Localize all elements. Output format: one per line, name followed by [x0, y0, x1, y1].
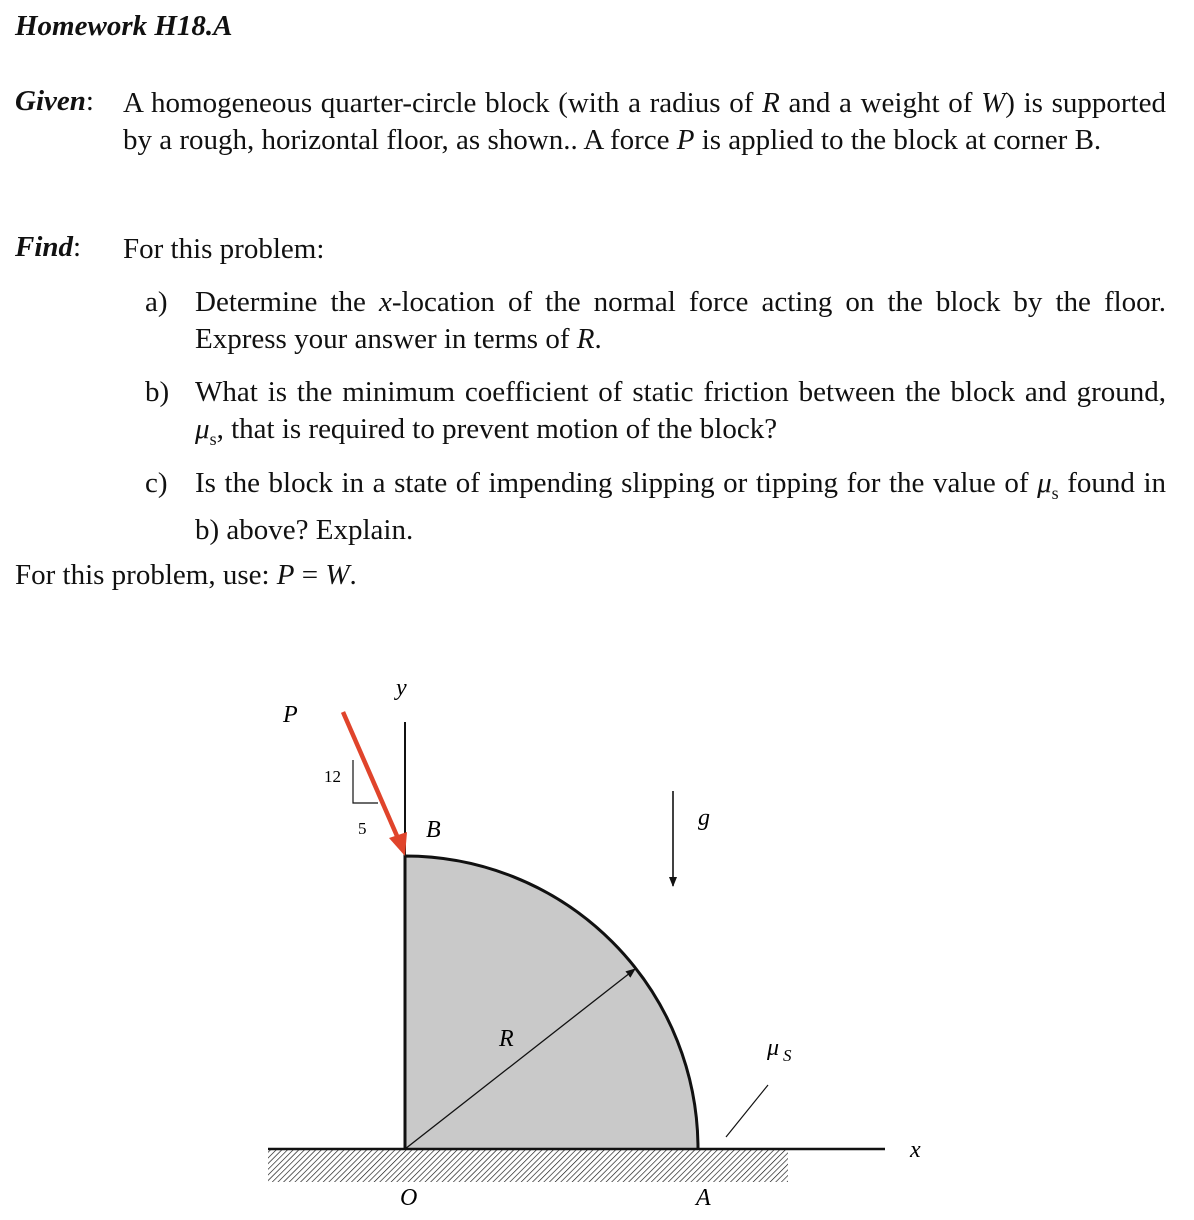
force-p-label: P	[283, 702, 298, 728]
item-c-text-1: Is the block in a state of impending slipping or tipping for the value of	[195, 467, 1038, 499]
given-colon: :	[85, 85, 94, 117]
origin-label: O	[400, 1185, 418, 1211]
item-c-marker: c)	[145, 467, 168, 499]
item-a-var-r: R	[576, 323, 595, 355]
item-c-text-2: found in b) above? Explain.	[195, 467, 1167, 546]
friction-sub-label: S	[783, 1046, 792, 1065]
homework-title: Homework H18.A	[15, 10, 233, 42]
given-var-r: R	[762, 87, 780, 119]
item-c-sub-s: s	[1051, 482, 1059, 503]
quarter-circle-block	[405, 856, 698, 1149]
y-axis-label: y	[396, 675, 407, 701]
friction-mu-label: μ	[767, 1035, 780, 1061]
item-a-marker: a)	[145, 286, 168, 318]
find-intro: For this problem:	[123, 233, 325, 265]
item-b-var-mu: μ	[195, 413, 210, 445]
item-a-text-2: -location of the normal force acting on the block by the floor. Express your answer in terms of	[195, 286, 1166, 355]
item-b-sub-s: s	[209, 428, 217, 449]
given-text-1: A homogeneous quarter-circle block (with a radius of	[123, 87, 763, 119]
item-b-text-2: , that is required to prevent motion of the block?	[216, 413, 778, 445]
item-c-var-mu: μ	[1037, 467, 1052, 499]
force-p-arrowhead	[389, 832, 407, 856]
find-colon: :	[73, 231, 82, 263]
corner-a-label: A	[696, 1185, 711, 1211]
use-text-1: For this problem, use:	[15, 559, 277, 591]
x-axis-label: x	[910, 1137, 921, 1163]
slope-vertical-label: 12	[324, 767, 341, 786]
radius-label: R	[499, 1026, 514, 1052]
given-text-4: is applied to the block at corner B.	[694, 124, 1102, 156]
given-text-3: ) is supported by a rough, horizontal floor, as shown.. A force	[123, 87, 1166, 156]
item-a-text-3: .	[594, 323, 602, 355]
slope-horizontal-label: 5	[358, 819, 367, 838]
friction-leader-line	[726, 1085, 768, 1137]
floor-hatch	[268, 1150, 788, 1182]
corner-b-label: B	[426, 817, 441, 843]
given-var-w: W	[981, 87, 1006, 119]
item-b-marker: b)	[145, 376, 170, 408]
find-label-text: Find	[15, 231, 74, 263]
item-b-text-1: What is the minimum coefficient of static friction between the block and ground,	[195, 376, 1166, 408]
given-label-text: Given	[15, 85, 86, 117]
item-a-var-x: x	[378, 286, 392, 318]
force-p-shaft	[343, 712, 397, 836]
gravity-label: g	[698, 805, 710, 831]
given-var-p: P	[676, 124, 695, 156]
use-var-p: P	[276, 559, 295, 591]
item-a-text-1: Determine the	[195, 286, 379, 318]
use-var-w: W	[325, 559, 350, 591]
use-text-2: =	[294, 559, 326, 591]
given-text-2: and a weight of	[779, 87, 982, 119]
use-text-3: .	[349, 559, 357, 591]
